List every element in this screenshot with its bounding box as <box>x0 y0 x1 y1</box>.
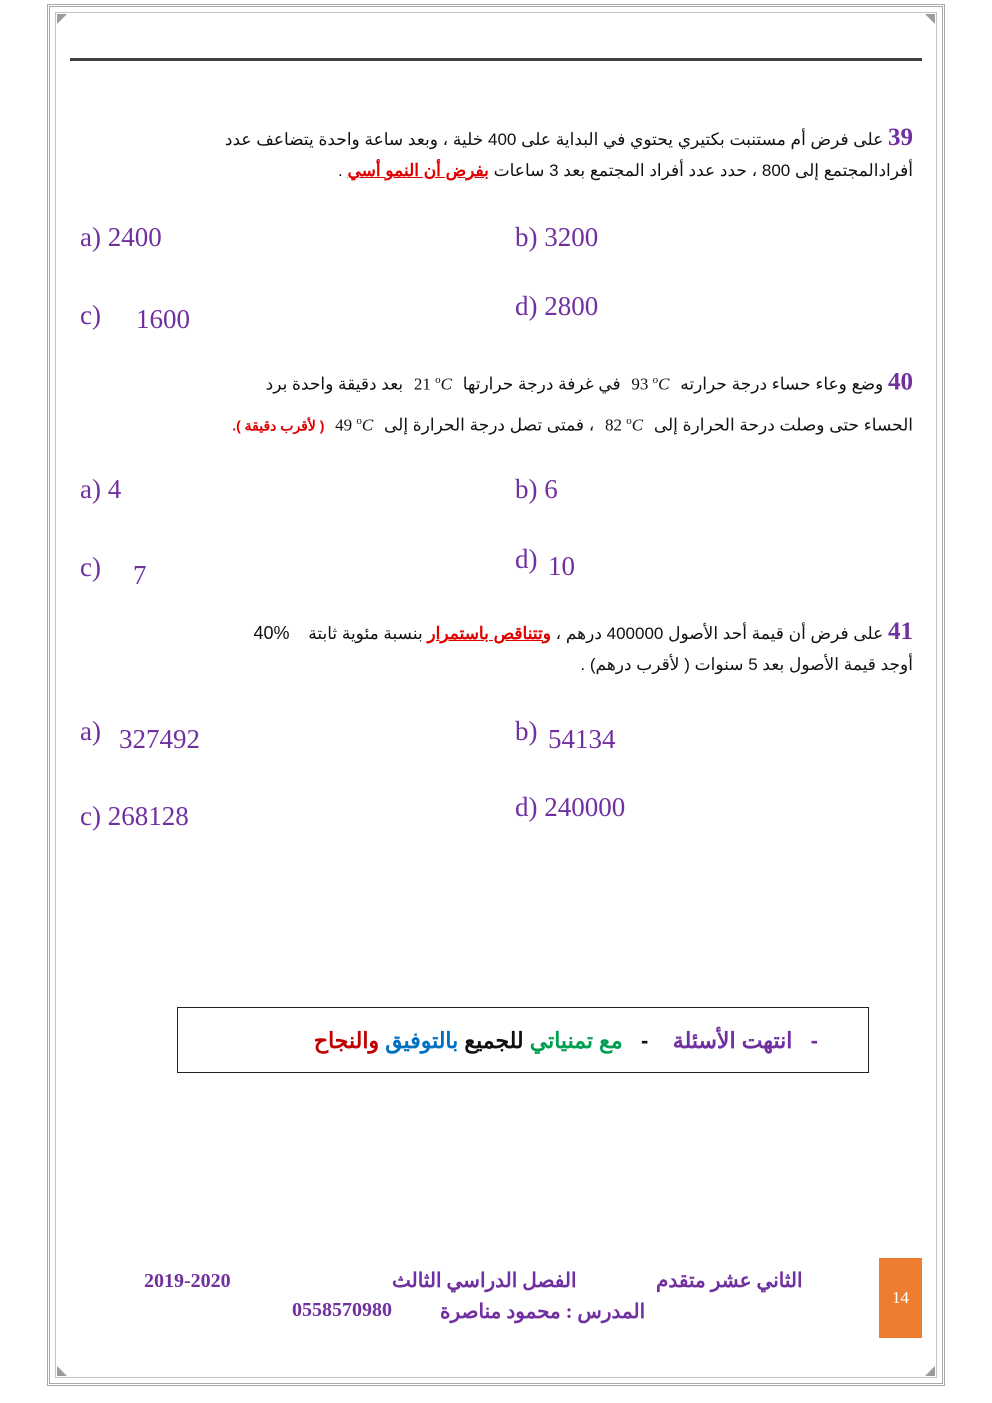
option-c-value[interactable]: 7 <box>133 560 147 590</box>
option-a-value[interactable]: 327492 <box>119 724 200 754</box>
option-d[interactable]: d) 240000 <box>515 792 626 822</box>
question-highlight: بفرض أن النمو أسي <box>347 161 489 180</box>
closing-part-4: بالتوفيق <box>385 1028 459 1053</box>
page-number: 14 <box>879 1258 922 1338</box>
temperature-93: 93 $^o$C <box>631 374 670 394</box>
question-text: في غرفة درجة حرارتها <box>462 374 621 394</box>
percent-value: 40% <box>253 623 290 643</box>
header-rule <box>70 58 922 61</box>
question-40-line-1 <box>80 362 913 403</box>
option-b-label[interactable]: b) <box>515 716 538 746</box>
temperature-49: 49 $^o$C <box>335 414 374 435</box>
question-text: الحساء حتى وصلت درحة الحرارة إلى <box>653 415 913 435</box>
closing-part-2: مع تمنياتي <box>529 1028 623 1053</box>
closing-dash: - <box>641 1028 649 1053</box>
question-40 <box>80 362 913 443</box>
question-number: 41 <box>888 618 913 645</box>
rounding-note: ( لأقرب دقيقة ). <box>232 417 325 434</box>
question-39-line-2 <box>80 155 913 186</box>
option-a-label[interactable]: a) <box>80 716 101 746</box>
option-d-value[interactable]: 10 <box>548 551 575 581</box>
option-b-value[interactable]: 54134 <box>548 724 616 754</box>
option-c[interactable]: c) 268128 <box>80 801 189 831</box>
question-39 <box>80 122 913 186</box>
footer-term: الفصل الدراسي الثالث <box>392 1270 577 1292</box>
option-d-label[interactable]: d) <box>515 544 538 574</box>
question-text: على فرض أم مستنبت بكتيري يحتوي في البداية على 400 خلية ، وبعد ساعة واحدة يتضاعف عدد <box>224 130 884 149</box>
closing-message-box <box>177 1007 869 1073</box>
question-text: بعد دقيقة واحدة برد <box>265 374 404 394</box>
question-41 <box>80 616 913 680</box>
question-text: وضع وعاء حساء درجة حرارته <box>680 374 884 394</box>
option-c-value[interactable]: 1600 <box>136 304 190 334</box>
closing-part-1: انتهت الأسئلة <box>672 1028 793 1053</box>
question-number: 40 <box>888 368 913 396</box>
option-c-label[interactable]: c) <box>80 552 101 582</box>
question-text: ، فمتى تصل درجة الحرارة إلى <box>383 415 595 435</box>
corner-ornament <box>925 14 935 24</box>
closing-part-5: والنجاح <box>313 1028 380 1053</box>
question-39-line-1 <box>80 122 913 155</box>
footer-year: 2019-2020 <box>144 1270 231 1292</box>
option-a[interactable]: a) 2400 <box>80 222 162 252</box>
option-d[interactable]: d) 2800 <box>515 291 599 321</box>
question-40-line-2 <box>80 403 913 444</box>
question-text: أفرادالمجتمع إلى 800 ، حدد عدد أفراد المجتمع بعد 3 ساعات <box>493 161 913 180</box>
page-border-inner <box>55 12 937 1378</box>
question-41-line-1 <box>80 616 913 649</box>
option-a[interactable]: a) 4 <box>80 474 122 504</box>
question-number: 39 <box>888 124 913 151</box>
temperature-82: 82 $^o$C <box>604 414 644 435</box>
question-text: بنسبة مئوية ثابتة <box>308 624 423 643</box>
corner-ornament <box>925 1366 935 1376</box>
temperature-21: 21 $^o$C <box>413 374 452 394</box>
question-text: أوجد قيمة الأصول بعد 5 سنوات ( لأقرب درهم) . <box>580 655 913 674</box>
closing-dash: - <box>810 1028 818 1053</box>
option-b[interactable]: b) 6 <box>515 474 558 504</box>
question-text: على فرض أن قيمة أحد الأصول 400000 درهم ، <box>555 624 884 643</box>
footer-phone: 0558570980 <box>292 1299 392 1321</box>
closing-part-3: للجميع <box>464 1028 524 1053</box>
corner-ornament <box>57 14 67 24</box>
footer-grade: الثاني عشر متقدم <box>656 1270 803 1292</box>
question-text: . <box>338 161 348 180</box>
question-highlight: وتتناقص باستمرار <box>427 624 551 643</box>
corner-ornament <box>57 1366 67 1376</box>
option-b[interactable]: b) 3200 <box>515 222 599 252</box>
option-c-label[interactable]: c) <box>80 300 101 330</box>
question-41-line-2 <box>80 649 913 680</box>
footer-teacher: المدرس : محمود مناصرة <box>440 1301 646 1323</box>
